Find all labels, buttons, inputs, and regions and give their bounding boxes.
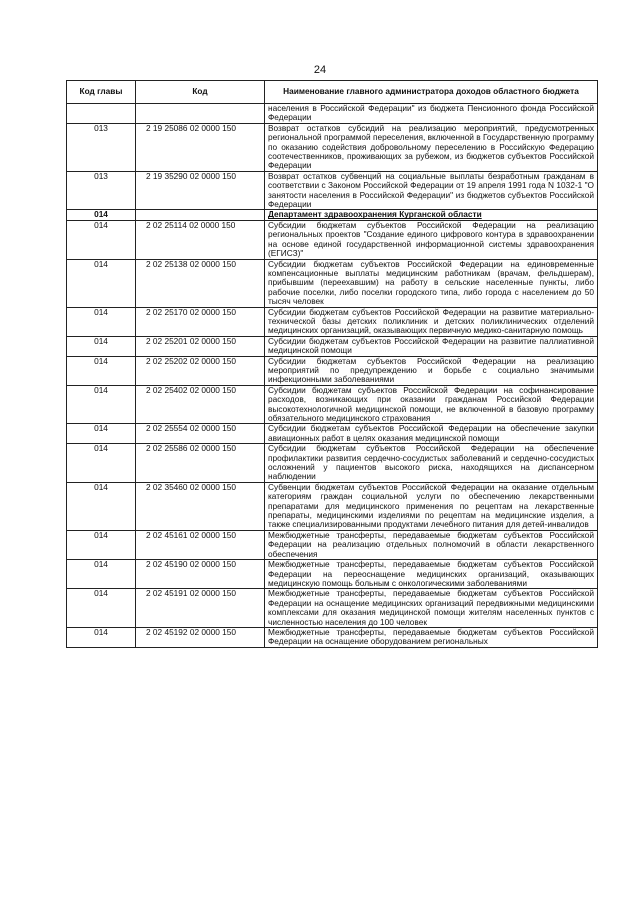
table-row — [67, 104, 598, 124]
row-name: Департамент здравоохранения Курганской области — [265, 210, 598, 220]
row-name: Межбюджетные трансферты, передаваемые бюджетам субъектов Российской Федерации на переоснащение медицинских организаций, оказывающих медицинскую помощь больным с онкологическими заболеваниями — [265, 560, 598, 589]
row-chapter-code: 014 — [67, 307, 136, 336]
row-chapter-code: 014 — [67, 560, 136, 589]
row-chapter-code: 014 — [67, 530, 136, 559]
row-chapter-code: 014 — [67, 589, 136, 628]
row-name: Субсидии бюджетам субъектов Российской Федерации на реализацию региональных проектов "Создание единого цифрового контура в здравоохранении на основе единой государственной информационной системы здравоохранения (ЕГИСЗ)" — [265, 220, 598, 259]
row-name: Субсидии бюджетам субъектов Российской Федерации на обеспечение закупки авиационных работ в целях оказания медицинской помощи — [265, 424, 598, 444]
table-row — [67, 336, 598, 356]
row-code: 2 02 25201 02 0000 150 — [136, 336, 265, 356]
row-code: 2 19 25086 02 0000 150 — [136, 123, 265, 171]
revenue-table — [66, 80, 598, 648]
row-code: 2 02 25554 02 0000 150 — [136, 424, 265, 444]
row-code: 2 02 25202 02 0000 150 — [136, 356, 265, 385]
row-name: Субсидии бюджетам субъектов Российской Федерации на реализацию мероприятий по предупреждению и борьбе с социально значимыми инфекционными заболеваниями — [265, 356, 598, 385]
row-name: Субсидии бюджетам субъектов Российской Федерации на развитие материально-технической базы детских поликлиник и детских поликлинических отделений медицинских организаций, оказывающих первичную медико-санитарную помощь — [265, 307, 598, 336]
table-row — [67, 171, 598, 210]
row-code: 2 02 45190 02 0000 150 — [136, 560, 265, 589]
table-row — [67, 307, 598, 336]
row-name: Субсидии бюджетам субъектов Российской Федерации на софинансирование расходов, возникающих при оказании гражданам Российской Федерации высокотехнологичной медицинской помощи, не включенной в базовую программу обязательного медицинского страхования — [265, 385, 598, 424]
row-chapter-code: 014 — [67, 336, 136, 356]
row-chapter-code: 014 — [67, 482, 136, 530]
table-row — [67, 530, 598, 559]
row-chapter-code: 014 — [67, 444, 136, 483]
table-row — [67, 123, 598, 171]
row-chapter-code: 014 — [67, 385, 136, 424]
row-name: Возврат остатков субсидий на реализацию мероприятий, предусмотренных региональной программой переселения, включенной в Государственную программу по оказанию содействия добровольному переселению в Российскую Федерацию соотечественников, проживающих за рубежом, из бюджетов субъектов Российской Федерации — [265, 123, 598, 171]
table-row — [67, 627, 598, 647]
row-code: 2 02 25170 02 0000 150 — [136, 307, 265, 336]
row-code: 2 02 45191 02 0000 150 — [136, 589, 265, 628]
row-name: Субвенции бюджетам субъектов Российской Федерации на оказание отдельным категориям граждан социальной услуги по обеспечению лекарственными препаратами для медицинского применения по рецептам на лекарственные препараты, медицинскими изделиями по рецептам на медицинские изделия, а также специализированными продуктами лечебного питания для детей-инвалидов — [265, 482, 598, 530]
table-row — [67, 210, 598, 220]
row-chapter-code: 014 — [67, 627, 136, 647]
row-code: 2 02 45161 02 0000 150 — [136, 530, 265, 559]
row-name: Межбюджетные трансферты, передаваемые бюджетам субъектов Российской Федерации на оснащение медицинских организаций передвижными медицинскими комплексами для оказания медицинской помощи жителям населенных пунктов с численностью населения до 100 человек — [265, 589, 598, 628]
row-chapter-code: 013 — [67, 171, 136, 210]
table-row — [67, 444, 598, 483]
table-body — [67, 104, 598, 648]
row-code: 2 02 25402 02 0000 150 — [136, 385, 265, 424]
row-code: 2 19 35290 02 0000 150 — [136, 171, 265, 210]
row-name: населения в Российской Федерации" из бюджета Пенсионного фонда Российской Федерации — [265, 104, 598, 124]
table-row — [67, 424, 598, 444]
table-row — [67, 220, 598, 259]
header-code: Код — [136, 81, 265, 104]
row-code: 2 02 25586 02 0000 150 — [136, 444, 265, 483]
row-chapter-code: 014 — [67, 259, 136, 307]
row-chapter-code: 014 — [67, 424, 136, 444]
table-row — [67, 356, 598, 385]
page-number: 24 — [313, 64, 327, 76]
row-chapter-code: 014 — [67, 356, 136, 385]
row-name: Межбюджетные трансферты, передаваемые бюджетам субъектов Российской Федерации на оснащение оборудованием региональных — [265, 627, 598, 647]
table-row — [67, 259, 598, 307]
row-code: 2 02 45192 02 0000 150 — [136, 627, 265, 647]
table-row — [67, 385, 598, 424]
table-row — [67, 560, 598, 589]
table-row — [67, 589, 598, 628]
row-code: 2 02 25138 02 0000 150 — [136, 259, 265, 307]
row-name: Межбюджетные трансферты, передаваемые бюджетам субъектов Российской Федерации на реализацию отдельных полномочий в области лекарственного обеспечения — [265, 530, 598, 559]
row-code — [136, 104, 265, 124]
row-chapter-code: 014 — [67, 210, 136, 220]
row-chapter-code: 013 — [67, 123, 136, 171]
row-chapter-code: 014 — [67, 220, 136, 259]
row-chapter-code — [67, 104, 136, 124]
row-name: Субсидии бюджетам субъектов Российской Федерации на единовременные компенсационные выплаты медицинским работникам (врачам, фельдшерам), прибывшим (переехавшим) на работу в сельские населенные пункты, либо рабочие поселки, либо поселки городского типа, либо города с населением до 50 тысяч человек — [265, 259, 598, 307]
table-header-row — [67, 81, 598, 104]
row-code — [136, 210, 265, 220]
row-name: Субсидии бюджетам субъектов Российской Федерации на развитие паллиативной медицинской помощи — [265, 336, 598, 356]
row-code: 2 02 35460 02 0000 150 — [136, 482, 265, 530]
row-code: 2 02 25114 02 0000 150 — [136, 220, 265, 259]
header-chapter-code: Код главы — [67, 81, 136, 104]
table-row — [67, 482, 598, 530]
row-name: Возврат остатков субвенций на социальные выплаты безработным гражданам в соответствии с Законом Российской Федерации от 19 апреля 1991 года N 1032-1 "О занятости населения в Российской Федерации" из бюджетов субъектов Российской Федерации — [265, 171, 598, 210]
row-name: Субсидии бюджетам субъектов Российской Федерации на обеспечение профилактики развития сердечно-сосудистых заболеваний и сердечно-сосудистых осложнений у пациентов высокого риска, находящихся на диспансерном наблюдении — [265, 444, 598, 483]
header-name: Наименование главного администратора доходов областного бюджета — [265, 81, 598, 104]
